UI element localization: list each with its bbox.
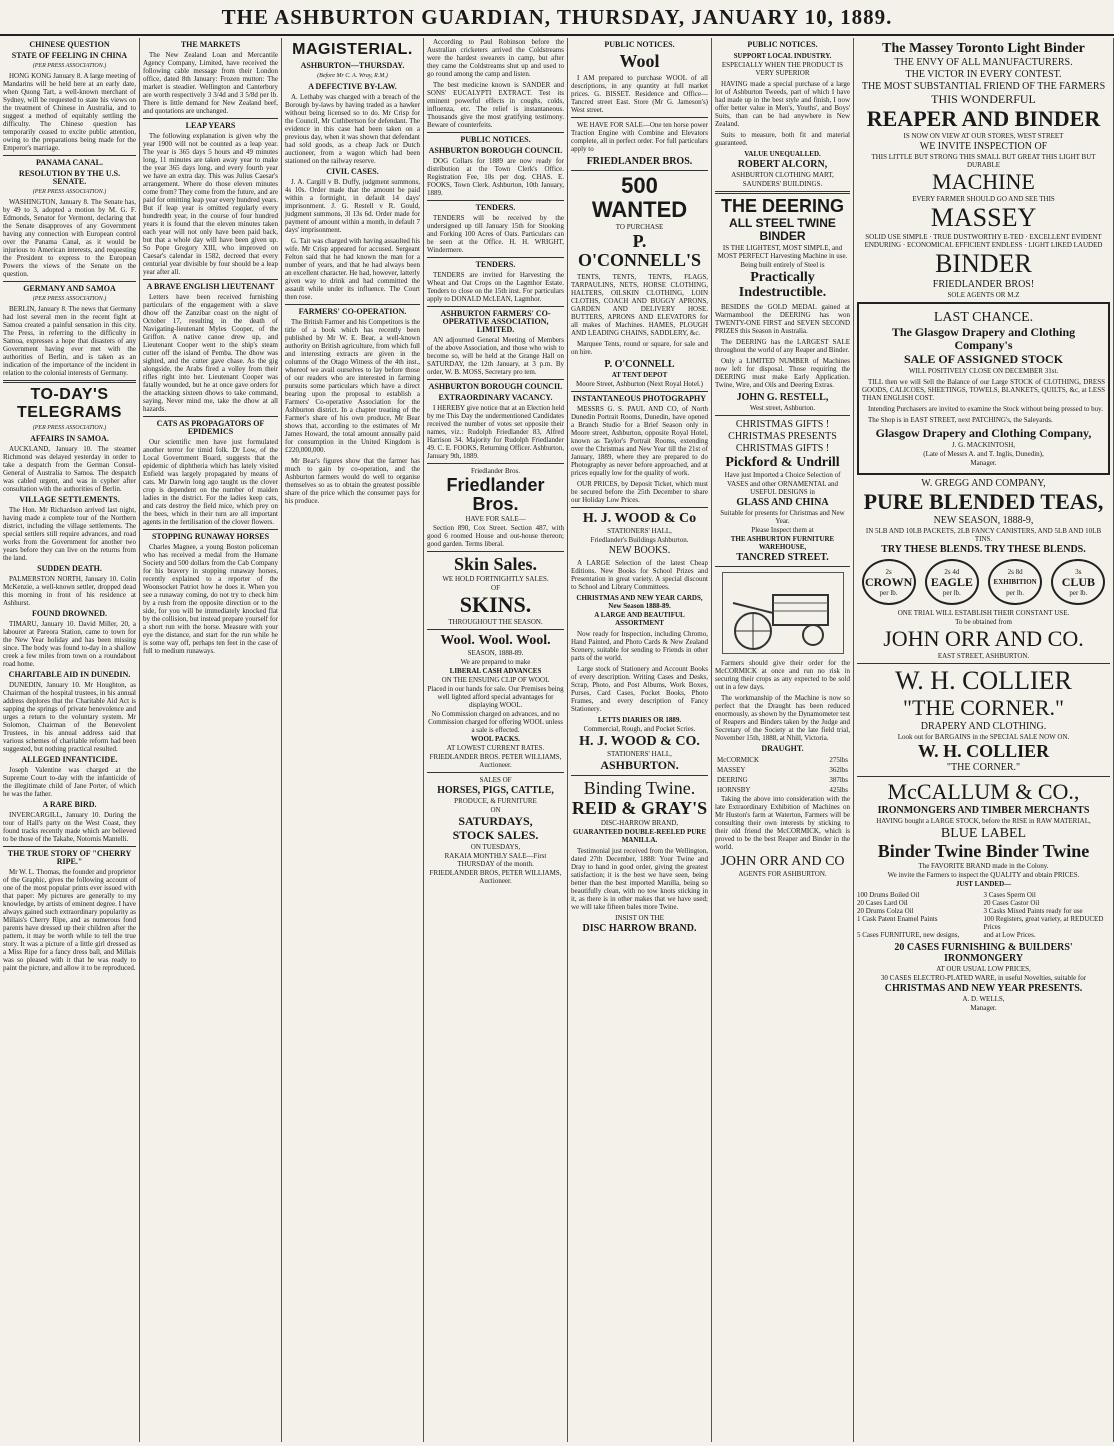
ad-title: JOHN ORR AND CO. <box>883 626 1084 651</box>
ad-line: THE ENVY OF ALL MANUFACTURERS. <box>894 57 1073 68</box>
list-item: 100 Registers, great variety, at REDUCED Prices <box>983 915 1104 931</box>
subheading: RESOLUTION BY THE U.S. SENATE. <box>18 169 121 186</box>
ad-line: RAKAIA MONTHLY SALE—First THURSDAY of the month. <box>444 852 547 868</box>
notice-text: I HEREBY give notice that at an Election held by me This Day the undermentioned Candidates received the number of votes set opposite their names, viz.: Rudolph Friedlander 83, Alfred Harrison 34. Majority for Rudolph Friedlander 49. C. E. FOOKS, Returning Officer. Ashburton, January 9th, 1889. <box>427 404 564 460</box>
ad-line: CHRISTMAS GIFTS ! <box>735 443 830 454</box>
ad-line: WE HOLD FORTNIGHTLY SALES. <box>442 575 549 583</box>
article-text: A. Lethaby was charged with a breach of the Borough by-laws by having traded as a hawker without being licensed so to do. Mr Crisp for the Council, Mr Cuthbertson for defendant. The evidence in this case had been taken on a previous day, when it was shown that defendant had sold goods, as a cheap Jack or Dutch auctioneer, from a wagon which had been stationed on the railway reserve. <box>285 93 420 165</box>
ad-line: ROBERT ALCORN, <box>737 159 828 170</box>
subheading: ASHBURTON BOROUGH COUNCIL <box>428 146 563 155</box>
reaper-binder-illustration <box>722 572 844 654</box>
list-item: 20 Cases Lard Oil <box>857 899 908 907</box>
ad-text: TILL then we will Sell the Balance of our Large STOCK of CLOTHING, DRESS GOODS, CALICOES, SHEETINGS, TOWELS, BLANKETS, QUILTS, &c, at LESS THAN ENGLISH COST. <box>862 378 1105 402</box>
ad-text: OUR PRICES, by Deposit Ticket, which must be secured before the 25th December to share our Holiday Low Prices. <box>571 480 708 504</box>
ad-title: The Massey Toronto Light Binder <box>882 41 1085 56</box>
ad-hj-wood <box>571 511 708 556</box>
heading: GERMANY AND SAMOA <box>23 284 116 293</box>
ad-title: Binding Twine. <box>583 778 696 798</box>
ad-text: Marquee Tents, round or square, for sale and on hire. <box>571 340 708 356</box>
subheading: FOUND DROWNED. <box>31 609 108 618</box>
ad-line: TO PURCHASE <box>615 223 664 231</box>
ad-alcorn-sig <box>715 150 850 188</box>
ad-title: 500 WANTED <box>591 173 688 222</box>
article-text: G. Tait was charged with having assaulted his wife. Mr Crisp appeared for accused. Sergeant Felton said that he had known the man for a number of years, and that he had always been an excellent character. He had, however, latterly given way to drink and had committed the assault while under its influence. The Court then rose. <box>285 237 420 301</box>
table-row <box>715 765 850 775</box>
ad-line: Suitable for presents for Christmas and New Year. <box>720 509 845 525</box>
heading-public-notices: PUBLIC NOTICES. <box>460 135 531 144</box>
table-cell: 275lbs <box>829 756 848 764</box>
ad-line: DISC-HARROW BRAND, <box>600 819 679 827</box>
byline: (Before Mr C. A. Wray, R.M.) <box>317 73 388 79</box>
ad-line: AT TENT DEPOT <box>611 371 668 379</box>
ad-line: WE INVITE INSPECTION OF <box>919 141 1048 152</box>
ad-line: Please Inspect them at <box>751 526 814 534</box>
ad-line: SATURDAYS, <box>458 814 533 828</box>
ad-title: REAPER AND BINDER <box>866 106 1101 131</box>
tea-name: EAGLE <box>930 574 973 589</box>
article-text: Our scientific men have just formulated another terror for timid folk. Dr Low, of the Local Government Board, suggests that the epidemic of diphtheria which has lately visited Enfield was largely propagated by means of cats. Mr Darwin long ago taught us the clover crop is dependent on the number of maiden ladies in the district. For the ladies keep cats, and cats destroy the field mice, which prey on the bees, which in their turn are all important agents in the fertilisation of the clover flowers. <box>143 438 278 526</box>
tea-price: 2s 8d <box>1007 567 1023 576</box>
ad-title: The Glasgow Drapery and Clothing Company's <box>891 325 1076 352</box>
ad-text: Now ready for Inspection, including Chromo, Hand Painted, and Photo Cards & New Zealand Scenery, suitable for sending to Friends in other parts of the world. <box>571 630 708 662</box>
subheading: ASHBURTON BOROUGH COUNCIL <box>428 382 563 391</box>
ad-line: GLASS AND CHINA <box>736 497 829 508</box>
ad-line: ON <box>490 806 501 814</box>
newspaper-title: THE ASHBURTON GUARDIAN, THURSDAY, JANUARY 10, 1889. <box>221 5 893 29</box>
tea-unit: per lb. <box>1069 588 1088 597</box>
ad-text: TENTS, TENTS, TENTS, FLAGS, TARPAULINS, NETS, HORSE CLOTHING, HALTERS, OILSKIN CLOTHING, LOIN CLOTHS, COACH AND BUGGY APRONS, GARDEN AND DELIVERY HOSE. BUTTERS, APRONS AND ELEVATORS for all makes of Machines. HAMES, PLOUGH AND LEADING CHAINS, SADDLERY, &c. <box>571 273 708 337</box>
list-item: 5 Cases FURNITURE, new designs, <box>857 931 960 939</box>
ad-line: West street, Ashburton. <box>749 404 816 412</box>
ad-line: GUARANTEED DOUBLE-REELED PURE MANILLA. <box>572 828 707 844</box>
ad-line: Being built entirely of Steel is <box>740 261 825 269</box>
ad-line: P. O'CONNELL <box>604 359 675 370</box>
article-text: WASHINGTON, January 8. The Senate has, by 49 to 3, adopted a motion by M. G. F. Edmonds, Senator for Vermont, declaring that the Senate disapproves of any Government having any connection with European control over the Panama Canal, as it would be injurious to American interests, and requesting the President to express to the European Powers the views of the Senate on the question. <box>3 198 136 278</box>
heading: THE MARKETS <box>180 40 241 49</box>
subheading: ASHBURTON FARMERS' CO-OPERATIVE ASSOCIATION, LIMITED. <box>440 309 551 334</box>
ad-line: HAVING bought a LARGE STOCK, before the RISE in RAW MATERIAL, <box>876 817 1091 825</box>
ad-title: JOHN ORR AND CO <box>720 854 845 869</box>
ad-title: Glasgow Drapery and Clothing Company, <box>875 426 1092 440</box>
ad-oconnell-depot <box>571 359 708 388</box>
ad-sales <box>427 776 564 885</box>
tea-stamp <box>1051 559 1105 605</box>
ad-text: WE HAVE FOR SALE—One ten horse power Traction Engine with Combine and Elevators complete, all in perfect order. For full particulars apply to <box>571 121 708 153</box>
ad-line: THROUGHOUT THE SEASON. <box>448 618 543 626</box>
subheading: AFFAIRS IN SAMOA. <box>30 434 109 443</box>
ad-john-orr <box>715 854 850 878</box>
ad-line: ASHBURTON. <box>600 758 679 772</box>
ad-line: W. GREGG AND COMPANY, <box>921 478 1046 489</box>
tea-name: CROWN <box>864 574 913 589</box>
ad-line: WILL POSITIVELY CLOSE ON DECEMBER 31st. <box>908 367 1059 375</box>
subheading: CHARITABLE AID IN DUNEDIN. <box>8 670 131 679</box>
column-2 <box>140 38 282 1442</box>
ad-line: The FAVORITE BRAND made in the Colony. <box>918 862 1049 870</box>
ad-line: Manager. <box>970 1004 997 1012</box>
ad-title: Friedlander Bros. <box>446 475 545 514</box>
ad-title: W. H. COLLIER <box>917 741 1050 761</box>
ad-title: SALE OF ASSIGNED STOCK <box>903 352 1064 366</box>
heading: THE TRUE STORY OF "CHERRY RIPE." <box>7 849 132 866</box>
article-text: The best medicine known is SANDER and SONS' EUCALYPTI EXTRACT. Test its eminent powerful effects in coughs, colds, influenza, etc. The relief is instantaneous. Thousands give the most gratifying testimony. Beware of counterfeits. <box>427 81 564 129</box>
subheading: INSTANTANEOUS PHOTOGRAPHY <box>572 394 707 403</box>
ad-line: SALES OF <box>479 776 512 784</box>
article-text: J. A. Cargill v B. Duffy, judgment summons, 4s 10s. Order made that the amount be paid within a fortnight, in default 14 days' imprisonment. J. G. Restell v R. Gould, judgment summons, 3l 13s 6d. Order made for payment of amount within a month, in default 7 days' imprisonment. <box>285 178 420 234</box>
ad-line: EAST STREET, ASHBURTON. <box>937 652 1030 660</box>
subheading: TENDERS. <box>475 260 516 269</box>
ad-line: LIBERAL CASH ADVANCES <box>449 667 542 675</box>
ad-line: 20 CASES FURNISHING & BUILDERS' IRONMONGERY <box>894 942 1073 964</box>
article-text: Mr W. L. Thomas, the founder and proprietor of the Graphic, gives the following account of one of the most popular prints ever issued with that paper: My pictures are generally to my knowledge, by artists of eminent degree. I have always gained such extraordinary popularity as Millais's Cherry Ripe, and as numerous fond parents have dressed up their children after the pattern, it may be worth while to tell the true story. It was a picture of a little girl dressed as a Miss Ripe for a fancy dress ball, and Millais was so pleased with it that he was ready to paint the picture, and allow it to be reproduced. <box>3 868 137 972</box>
ad-line: J. G. MACKINTOSH, <box>951 441 1016 449</box>
byline: (PER PRESS ASSOCIATION.) <box>32 296 107 302</box>
ad-line: AT LOWEST CURRENT RATES. <box>446 744 545 752</box>
tea-unit: per lb. <box>942 588 961 597</box>
byline: (PER PRESS ASSOCIATION.) <box>32 63 107 69</box>
column-4 <box>424 38 568 1442</box>
tea-stamps <box>857 559 1110 605</box>
ad-line: EVERY FARMER SHOULD GO AND SEE THIS <box>912 195 1055 203</box>
tea-unit: per lb. <box>1006 588 1025 597</box>
article-text: Mr Bear's figures show that the farmer has much to gain by co-operation, and the Ashburton farmers would do well to organise themselves so as to obtain the greatest possible share of the price which the consumer pays for his produce. <box>285 457 420 505</box>
ad-title: LAST CHANCE. <box>933 310 1034 325</box>
list-item: 1 Cask Patent Enamel Paints <box>857 915 938 923</box>
ad-title: P. O'CONNELL'S <box>577 231 702 270</box>
tea-price: 2s <box>885 567 892 576</box>
ad-title: Wool <box>619 51 660 71</box>
ad-line: SOLID USE SIMPLE · TRUE DUSTWORTHY E-TED · EXCELLENT EVIDENT ENDURING · ECONOMICAL EFFICIENT ENDLESS · LIGHT LIKED LAUDED <box>864 233 1103 249</box>
heading-public-notices: PUBLIC NOTICES. <box>747 40 818 49</box>
ad-line: Have just Imported a Choice Selection of <box>724 471 841 479</box>
tea-unit: per lb. <box>879 588 898 597</box>
ad-deering <box>715 197 850 300</box>
tea-stamp <box>988 559 1042 605</box>
ad-line: AT OUR USUAL LOW PRICES, <box>936 965 1031 973</box>
heading: FARMERS' CO-OPERATION. <box>298 307 407 316</box>
ad-mccallum-footer <box>857 942 1110 1012</box>
ad-line: JUST LANDED— <box>955 880 1012 888</box>
ad-line: DISC HARROW BRAND. <box>582 923 697 934</box>
list-item: 100 Drums Boiled Oil <box>857 891 920 899</box>
ad-line: Moore Street, Ashburton (Next Royal Hotel.) <box>576 380 703 388</box>
ad-mccallum <box>857 780 1110 888</box>
ad-line: HORSES, PIGS, CATTLE, <box>437 785 554 796</box>
subheading: CIVIL CASES. <box>326 167 379 176</box>
ad-line: NEW BOOKS. <box>608 545 671 556</box>
ad-title: REID & GRAY'S <box>571 798 708 818</box>
ad-text: Taking the above into consideration with the late Extraordinary Exhibition of Machines on Mr Huston's farm at Waterton, Farmers will be consulting their own interests by sticking to their old friend the McCORMICK, which is proved to be the best Reaper and Binder in the world. <box>715 795 850 851</box>
notice-text: AN adjourned General Meeting of Members of the above Association, and those who wish to become so, will be held at the Grange Hall on SATURDAY, the 12th January, at 3 p.m. By order, W. B. MOSS, Secretary pro tem. <box>427 336 564 376</box>
ad-line: THIS LITTLE BUT STRONG THIS SMALL BUT GREAT THIS LIGHT BUT DURABLE <box>871 153 1096 169</box>
ad-disc-harrow <box>571 914 708 934</box>
article-text: The British Farmer and his Competitors is the title of a book which has recently been published by Mr W. E. Bear, a well-known authority on British agriculture, from which full and interesting extracts are given in the columns of the Otago Witness of the 4th inst., whereof we avail ourselves to lay before those of our readers who are interested in farming pursuits some particulars which have a direct bearing upon the proposal to establish a Farmers' Co-operative Association for the Ashburton district. In a chapter treating of the Farmer's share of his own produce, Mr Bear shows that, according to the estimates of Mr James Howard, the total amount annually paid for consumption in the United Kingdom is £220,000,000. <box>285 318 420 454</box>
ad-title: Practically Indestructible. <box>738 270 827 300</box>
ad-title: PURE BLENDED TEAS, <box>863 489 1104 514</box>
ad-text: Testimonial just received from the Wellington, dated 27th December, 1888: Your Twine and Dray to hand in good order, giving the greatest satisfaction; it is the best we have seen, being better than the best imported Manilla, being so beautifully clean, with no tow knots sticking in it, as there is in other makes that we have used; we will take fifteen bales more Twine. <box>571 847 708 911</box>
tea-price: 3s <box>1075 567 1082 576</box>
ad-line: We invite the Farmers to inspect the QUALITY and obtain PRICES. <box>887 871 1080 879</box>
ad-text: The workmanship of the Machine is now so perfect that the Draught has been reduced enormously, as shown by the Dynamometer test of Reapers and Binders taken by the Judge and Secretary of the Society at the late field trial, November 15th, 1888, at Nhill, Victoria. <box>715 694 850 742</box>
ad-line: Commercial, Rough, and Pocket Scries. <box>583 725 696 733</box>
article-text: AUCKLAND, January 10. The steamer Richmond was delayed yesterday in order to take a despatch from the German Consul-General of Australia to Samoa. The despatch was cabled urgent, and was in cypher after consultation with the authorities of Berlin. <box>3 445 136 493</box>
ad-line: Manager. <box>970 459 997 467</box>
notice-text: DOG Collars for 1889 are now ready for distribution at the Town Clerk's Office. Registration Fee, 10s per dog. CHAS. E. FOOKS, Town Clerk. Ashburton, 10th January, 1889. <box>427 157 564 197</box>
subheading: DRAUGHT. <box>761 744 804 753</box>
ad-line: To be obtained from <box>955 618 1012 626</box>
ad-line: We are prepared to make <box>460 658 531 666</box>
subheading: EXTRAORDINARY VACANCY. <box>438 393 553 402</box>
ad-title: FRIEDLANDER BROS. <box>586 156 693 167</box>
ad-line: SEASON, 1888-89. <box>467 649 524 657</box>
ad-binding-twine <box>571 779 708 844</box>
ad-line: Friedlander Bros. <box>471 467 520 475</box>
heading-public-notices: PUBLIC NOTICES. <box>604 40 675 49</box>
table-row <box>715 775 850 785</box>
ad-text: Farmers should give their order for the McCORMICK at once and run no risk in securing their crops as any expected to be sold out in a few days. <box>715 659 850 691</box>
tea-name: EXHIBITION <box>993 577 1037 586</box>
ad-title: THE DEERING <box>720 196 844 216</box>
ad-line: ON THE ENSUING CLIP OF WOOL <box>441 676 550 684</box>
ad-diaries <box>571 716 708 772</box>
ad-title: H. J. WOOD & Co <box>582 511 697 526</box>
ad-line: OF <box>491 584 500 592</box>
ad-text: MESSRS G. S. PAUL AND CO, of North Dunedin Portrait Rooms, Dunedin, have opened a Branch Studio for a Brief Season only in Moore street, Ashburton, opposite Royal Hotel, known as Taylor's Portrait Rooms, extending over the Christmas and New Year till the 21st of January, 1889, where they are prepared to do Photography as never before approached, and at prices equally low for the quality of work. <box>571 405 708 477</box>
ad-line: "THE CORNER." <box>946 762 1021 773</box>
ad-line: SOLE AGENTS OR M.Z <box>947 291 1020 299</box>
ad-line: Look out for BARGAINS in the SPECIAL SALE NOW ON. <box>897 733 1070 741</box>
ad-title: "THE CORNER." <box>903 695 1064 720</box>
ad-line: PRODUCE, & FURNITURE <box>454 797 537 805</box>
list-item: and at Low Prices. <box>983 931 1036 939</box>
ad-line: A LARGE AND BEAUTIFUL ASSORTMENT <box>594 611 685 627</box>
list-item: 20 Drums Colza Oil <box>857 907 914 915</box>
ad-christmas <box>715 419 850 563</box>
ad-line: Friedlander's Buildings Ashburton. <box>590 536 689 544</box>
subheading: ASHBURTON—THURSDAY. <box>300 61 405 70</box>
list-item: 3 Casks Mixed Paints ready for use <box>983 907 1083 915</box>
article-text: Letters have been received furnishing particulars of the engagement with a slave dhow off the Zanzibar coast on the night of October 17, resulting in the death of Navigating-lieutenant Myles Cooper, of the Griffon. A native canoe drew up, and Lieutenant Cooper went to the ship's steam cutter off the island of Pemba. The dhow was sighted, and the cutter gave chase. As the gig alongside, the Arabs fired a volley from their rifles right into her. Lieutenant Cooper was fatally wounded, but he at once gave orders for the attacking sixteen dhows to take command, saying, Never mind me, take the dhow at all hazards. <box>143 293 278 413</box>
subheading: SUDDEN DEATH. <box>37 564 102 573</box>
table-cell: HORNSBY <box>717 786 751 794</box>
article-text: BERLIN, January 8. The news that Germany had lost several men in the recent fight at Samoa created a painful sensation in this city. The Press, in referring to the difficulty in Samoa, expresses a hope that disasters of any Government having ever met with the authorities of Berlin, and is taken as an indication of the importance of the incident in relation to the colonial interests of Germany. <box>3 305 136 377</box>
heading: CATS AS PROPAGATORS OF EPIDEMICS <box>156 419 265 436</box>
column-5 <box>568 38 712 1442</box>
ad-wool-bisset <box>571 52 708 71</box>
column-3 <box>282 38 424 1442</box>
column-7 <box>854 38 1114 1442</box>
ad-line: TANCRED STREET. <box>736 552 829 563</box>
ad-line: IRONMONGERS AND TIMBER MERCHANTS <box>877 805 1090 816</box>
subheading: ALLEGED INFANTICIDE. <box>21 755 118 764</box>
byline: (PER PRESS ASSOCIATION.) <box>32 189 107 195</box>
subheading: A RARE BIRD. <box>42 800 97 809</box>
ad-line: A. D. WELLS, <box>962 995 1005 1003</box>
table-cell: DEERING <box>717 776 748 784</box>
table-row <box>715 755 850 765</box>
ad-line: STATIONERS' HALL, <box>607 527 672 535</box>
list-item: 3 Cases Sperm Oil <box>983 891 1036 899</box>
notice-text: TENDERS are invited for Harvesting the Wheat and Oat Crops on the Lagmhor Estate. Tenders to close on the 15th inst. For particulars apply to DONALD McLEAN, Lagmhor. <box>427 271 564 303</box>
article-text: The following explanation is given why the year 1900 will not be counted as a leap year. The year is 365 days 5 hours and 49 minutes long, 11 minutes are taken away year to make the year 365 days long, and every fourth year we have an extra day. This was Julius Caesar's arrangement. Where do those eleven minutes come from? They come from the future, and are paid for omitting leap year every hundred years. But if leap year is omitted regularly every hundredth year, in the course of four hundred years it is found that the eleven minutes taken each year will not only have been paid back, but that a whole day will have been given up. So Pope Gregory XIII, who improved on Caesar's calendar in 1582, decreed that every centurial year divisible by four should be a leap year after all. <box>143 132 278 276</box>
ad-glasgow-drapery <box>857 302 1110 475</box>
ad-line: STOCK SALES. <box>452 828 539 842</box>
ad-text: Section 890, Cox Street. Section 487, with good 6 roomed House and out-house thereon; good garden. Terms liberal. <box>427 524 564 548</box>
article-text: According to Paul Robinson before the Australian cricketers arrived the Coldstreams were the hardest swearers in camp, but after they came the Coldstreams shut up and used to go round among the camp and listen. <box>427 38 564 78</box>
article-text: TIMARU, January 10. David Miller, 20, a labourer at Pareora Station, came to town for the New Year holiday and has been missing since. The body was found to-day in a shallow creek a few miles from town on a roundabout road home. <box>3 620 136 668</box>
ad-title: Skin Sales. <box>453 554 538 574</box>
ad-gregg-footer <box>857 609 1110 660</box>
ad-friedlander <box>427 467 564 548</box>
list-item: 20 Cases Castor Oil <box>983 899 1040 907</box>
table-cell: 425lbs <box>829 786 848 794</box>
ad-cards <box>571 594 708 627</box>
ad-line: BLUE LABEL <box>940 826 1027 841</box>
ad-line: VALUE UNEQUALLED. <box>744 150 821 158</box>
ad-line: WOOL PACKS. <box>471 735 520 743</box>
ad-text: I AM prepared to purchase WOOL of all descriptions, in any quantity at full market prices. G. BISSET. Residence and Office—Tancred street East. Store (Mr G. Jameson's) West street. <box>571 74 708 114</box>
ad-text: HAVING made a special purchase of a large lot of Ashburton Tweeds, part of which I have had made up in the best style and finish, I now offer better value in Men's, Youths', and Boys' Suits, than can be had anywhere in New Zealand. <box>715 80 850 128</box>
ad-line: CHRISTMAS AND NEW YEAR PRESENTS. <box>884 983 1083 994</box>
ad-line: FRIEDLANDER BROS, PETER WILLIAMS, Auctioneer. <box>429 869 562 885</box>
article-text: DUNEDIN, January 10. Mr Houghton, as Chairman of the hospital trustees, in his annual address deplores that the Charitable Aid Act is sapping the springs of private benevolence and urges a return to the voluntary system. Mr Solomon, Chairman of the Benevolent Trustees, in his annual address said that various schemes of charitable reform had been suggested, but nothing practical resulted. <box>3 681 136 753</box>
ad-line: ONE TRIAL WILL ESTABLISH THEIR CONSTANT USE. <box>897 609 1070 617</box>
ad-wool <box>427 633 564 769</box>
draught-table <box>715 755 850 795</box>
ad-line: THE ASHBURTON FURNITURE WAREHOUSE, <box>730 535 835 551</box>
ad-text: BESIDES the GOLD MEDAL gained at Warrnambool the DEERING has won TWENTY-ONE FIRST and SEVEN SECOND PRIZES this Season in Australia. <box>715 303 850 335</box>
ad-oconnell <box>571 174 708 270</box>
article-text: INVERCARGILL, January 10. During the tour of Hall's party on the West Coast, they found tracks recently made which are believed to be those of the Takahe, Notornis Mantelli. <box>3 811 136 843</box>
article-text: HONG KONG January 8. A large meeting of Mandarins will be held here at an early date, when Quong Tart, a well-known merchant of Sydney, will be requested to state his views on the treatment of Chinese in Australia, and to suggest a method of equitably settling the difficulty. The Chinese question has temporarily ceased to excite public attention, owing to the preparations being made for the Emperor's marriage. <box>3 72 136 152</box>
ad-line: ESPECIALLY WHEN THE PRODUCT IS VERY SUPERIOR <box>721 61 844 77</box>
subheading: A DEFECTIVE BY-LAW. <box>308 82 397 91</box>
article-text: PALMERSTON NORTH, January 10. Colin McKenzie, a well-known settler, dropped dead this morning in front of his residence at Ashhurst. <box>3 575 136 607</box>
ad-line: (Late of Messrs A. and T. Inglis, Dunedin), <box>923 450 1044 458</box>
ad-title: BINDER <box>935 249 1032 278</box>
heading: PANAMA CANAL. <box>36 158 103 167</box>
ad-line: IS THE LIGHTEST, MOST SIMPLE, and MOST PERFECT Harvesting Machine in use. <box>717 244 848 260</box>
column-1 <box>0 38 140 1442</box>
ad-line: AGENTS FOR ASHBURTON. <box>738 870 827 878</box>
ad-line: LETTS DIARIES OR 1889. <box>597 716 682 724</box>
ad-text: Intending Purchasers are invited to examine the Stock without being pressed to buy. <box>868 405 1103 413</box>
ad-line: HAVE FOR SALE— <box>465 515 526 523</box>
ad-text: Large stock of Stationery and Account Books of every description. Writing Cases and Desks, Scrap, Photo, and Post Albums, Work Boxes, Purses, Card Cases, Pocket Books, Photo Frames, and every description of Fancy Stationery. <box>571 665 708 713</box>
ad-massey <box>857 41 1110 299</box>
ad-line: ASHBURTON CLOTHING MART, <box>731 171 834 179</box>
ad-line: THE VICTOR IN EVERY CONTEST. <box>905 69 1062 80</box>
ad-title: H. J. WOOD & CO. <box>579 734 700 749</box>
table-row <box>715 785 850 795</box>
ad-line: Placed in our hands for sale. Our Premises being well lighted afford special advantages for displaying WOOL. <box>427 685 564 709</box>
ad-friedlander-engine <box>571 156 708 167</box>
ad-line: CHRISTMAS GIFTS ! <box>735 419 830 430</box>
ad-text: A LARGE Selection of the latest Cheap Editions. New Books for School Prizes and Presentation in great variety. A special discount to School and Library Committees. <box>571 559 708 591</box>
heading: STOPPING RUNAWAY HORSES <box>151 532 270 541</box>
heading-magisterial: MAGISTERIAL. <box>292 41 413 58</box>
ad-title: McCALLUM & CO., <box>887 779 1080 804</box>
ad-line: FRIEDLANDER BROS. PETER WILLIAMS, Auctioneer. <box>429 753 562 769</box>
subheading: TENDERS. <box>475 203 516 212</box>
ad-title: SKINS. <box>459 592 532 617</box>
ad-line: STATIONERS' HALL, <box>607 750 672 758</box>
ad-line: IS NOW ON VIEW AT OUR STORES, WEST STREET <box>903 132 1064 140</box>
ad-title: MASSEY <box>930 203 1037 232</box>
subheading: VILLAGE SETTLEMENTS. <box>19 495 120 504</box>
article-text: Joseph Valentine was charged at the Supreme Court to-day with the infanticide of the illegitimate child of Jane Porter, of which he was the father. <box>3 766 136 798</box>
article-text: The New Zealand Loan and Mercantile Agency Company, Limited, have received the following cable message from their London office, dated 8th January: Frozen mutton: The market is steadier. Wellington and Canterbury are worth respectively 3 3/4d and 3 5/8d per lb. There is little demand for New Zealand beef, and quotations are unchanged. <box>143 51 278 115</box>
ad-line: CHRISTMAS AND NEW YEAR CARDS, New Season 1888-89. <box>576 594 703 610</box>
article-text: The Hon. Mr Richardson arrived last night, having made a complete tour of the Northern district, including the village settlements. The special settlers still require advances, and road works from the Government for another two years before they can live on the returns from the land. <box>3 506 136 562</box>
article-text: Charles Magnee, a young Boston policeman who has received a medal from the Humane Society and 500 dollars from the Cab Company for his bravery in stopping runaway horses, recently explained to a reporter of the Woonsocket Patriot how he does it. When you see a runaway coming, do not try to check him by a rush from the opposite direction or to the side, for you will be immediately knocked flat by the collision, but instead prepare yourself for a short run with the horse. Measure with your eye the distance, and start for the run while he is some way off, perhaps ten feet in the case of full to medium runaways. <box>143 543 278 655</box>
heading: A BRAVE ENGLISH LIEUTENANT <box>146 282 275 291</box>
ad-line: SUPPORT LOCAL INDUSTRY. <box>733 52 832 60</box>
ad-restell <box>715 392 850 412</box>
ad-title: Wool. Wool. Wool. <box>440 633 551 648</box>
ad-line: INSIST ON THE <box>615 914 664 922</box>
column-6 <box>712 38 854 1442</box>
ad-title: ALL STEEL TWINE BINDER <box>729 216 836 243</box>
byline: (PER PRESS ASSOCIATION.) <box>32 425 107 431</box>
masthead <box>0 0 1114 36</box>
ad-line: NEW SEASON, 1888-9, <box>933 515 1034 526</box>
ad-title: Binder Twine Binder Twine <box>877 841 1090 861</box>
landed-list <box>857 891 1110 939</box>
table-cell: MASSEY <box>717 766 746 774</box>
ad-line: THE MOST SUBSTANTIAL FRIEND OF THE FARMERS <box>861 81 1106 92</box>
ad-line: CHRISTMAS PRESENTS <box>728 431 837 442</box>
ad-text: The Shop is in EAST STREET, next PATCHING's, the Saleyards. <box>868 416 1053 424</box>
ad-title: MACHINE <box>932 169 1035 194</box>
heading: LEAP YEARS <box>185 121 236 130</box>
ad-title: W. H. COLLIER <box>895 666 1072 695</box>
ad-gregg-teas <box>857 478 1110 555</box>
subheading: STATE OF FEELING IN CHINA <box>11 51 128 60</box>
tea-stamp <box>862 559 916 605</box>
ad-title: Pickford & Undrill <box>725 455 840 470</box>
ad-line: ON TUESDAYS, <box>470 843 521 851</box>
ad-text: Only a LIMITED NUMBER of Machines now left for disposal. Those requiring the DEERING must make Early Application. Twine, Wire, and Oils and Deering Extras. <box>715 357 850 389</box>
ad-line: IN 5LB AND 10LB PACKETS, 2LB FANCY CANISTERS, AND 5LB AND 10LB TINS. <box>865 527 1102 543</box>
notice-text: TENDERS will be received by the undersigned up till January 15th for Stooking and Forking 100 Acres of Oats. Particulars can be seen at the Office. H. H. WRIGHT, Windermere. <box>427 214 564 254</box>
ad-line: VASES and other ORNAMENTAL and USEFUL DESIGNS in <box>726 480 839 496</box>
table-cell: McCORMICK <box>717 756 760 764</box>
heading-telegrams: TO-DAY'S TELEGRAMS <box>17 386 122 421</box>
ad-line: FRIEDLANDER BROS! <box>932 279 1035 290</box>
ad-line: SAUNDERS' BUILDINGS. <box>742 180 823 188</box>
ad-line: TRY THESE BLENDS. TRY THESE BLENDS. <box>881 544 1086 555</box>
ad-text: The DEERING has the LARGEST SALE throughout the world of any Reaper and Binder. <box>715 338 850 354</box>
ad-text: Suits to measure, both fit and material guaranteed. <box>715 131 850 147</box>
tea-name: CLUB <box>1061 574 1096 589</box>
ad-alcorn <box>715 52 850 77</box>
tea-price: 2s 4d <box>944 567 960 576</box>
table-cell: 362lbs <box>829 766 848 774</box>
ad-line: No Commission charged on advances, and no Commission charged for offering WOOL unless a sale is effected. <box>428 710 563 734</box>
tea-stamp <box>925 559 979 605</box>
ad-line: THIS WONDERFUL <box>931 92 1036 106</box>
ad-line: 30 CASES ELECTRO-PLATED WARE, in useful Novelties, suitable for <box>880 974 1087 982</box>
heading: CHINESE QUESTION <box>29 40 110 49</box>
table-cell: 387lbs <box>829 776 848 784</box>
ad-collier <box>857 667 1110 773</box>
ad-line: JOHN G. RESTELL, <box>736 392 829 403</box>
reaper-icon <box>723 573 843 653</box>
ad-line: DRAPERY AND CLOTHING. <box>920 721 1047 732</box>
ad-skin-sales <box>427 555 564 626</box>
